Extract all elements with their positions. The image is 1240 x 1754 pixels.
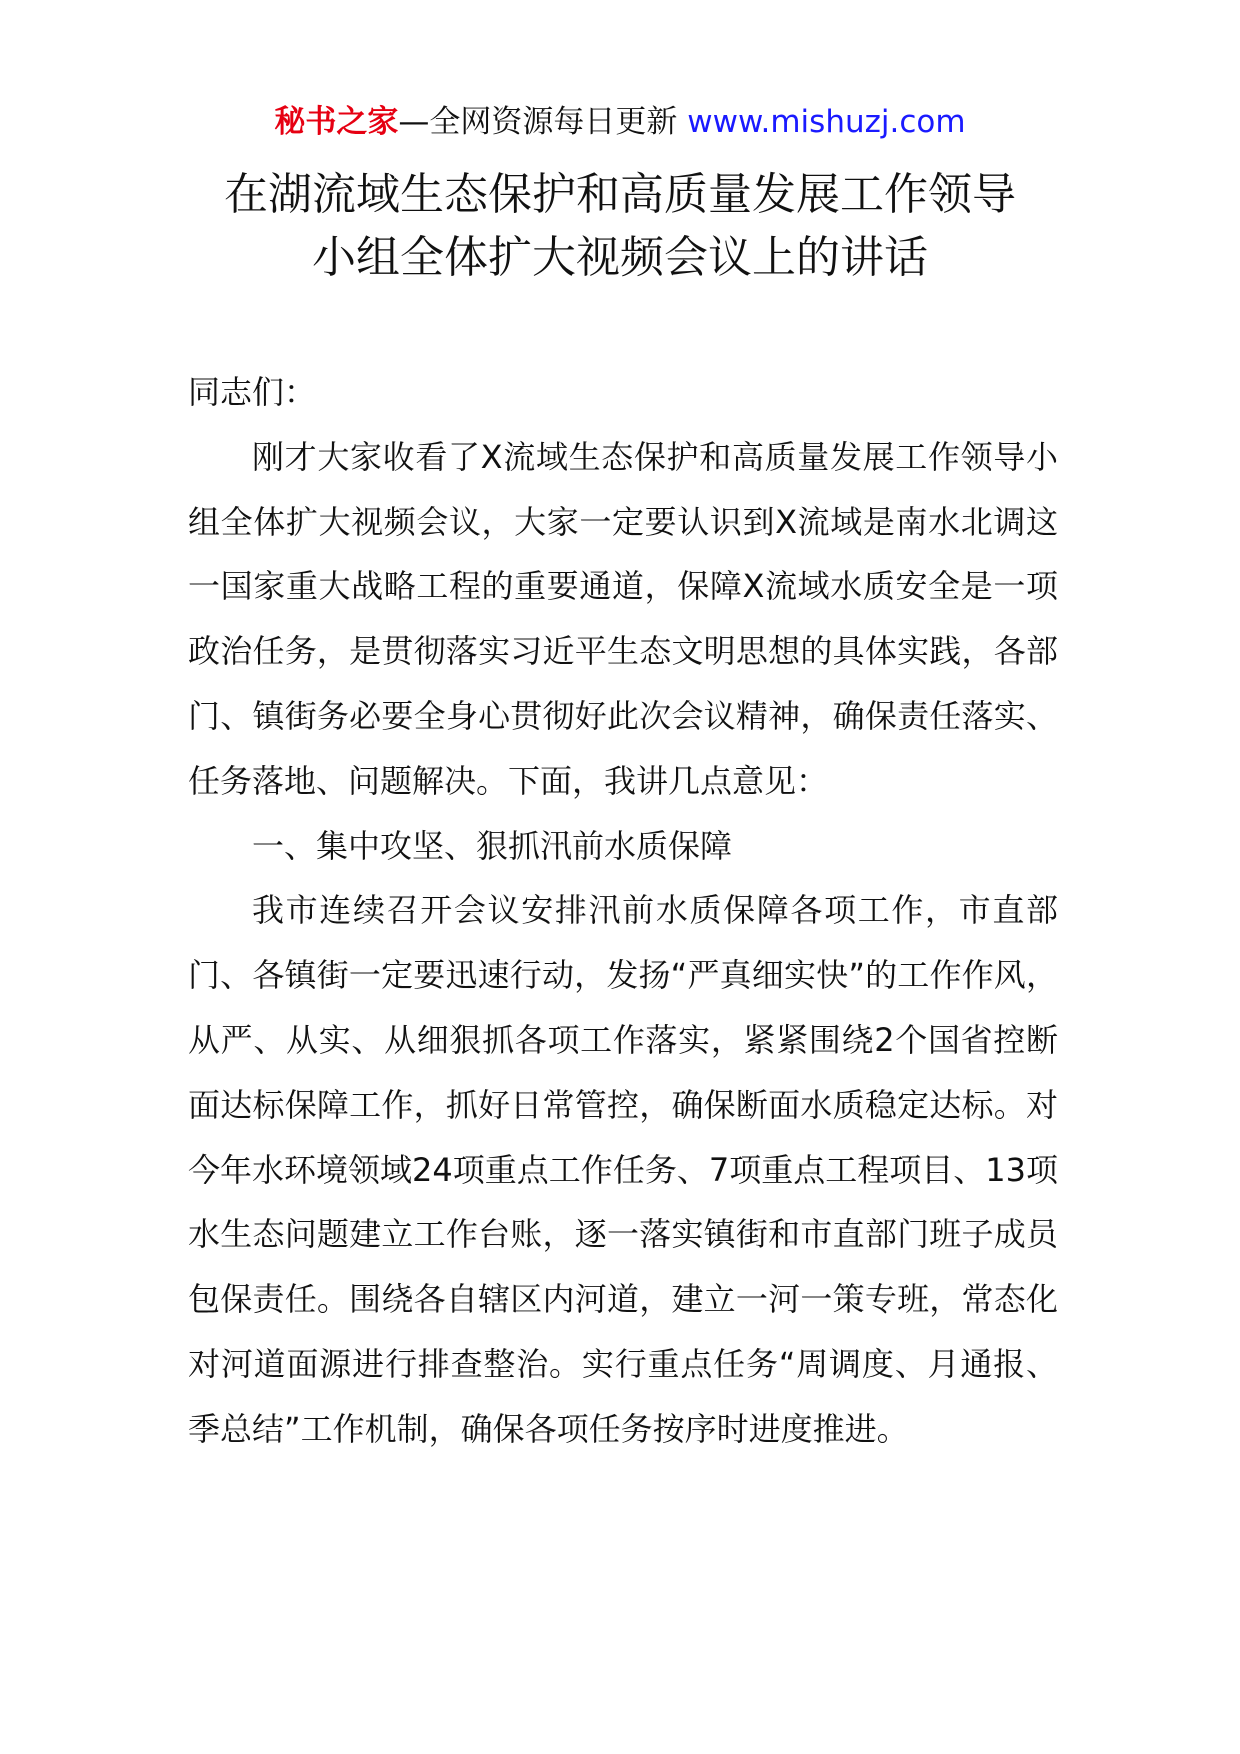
section-heading-1: 一、集中攻坚、狠抓汛前水质保障 xyxy=(252,826,733,865)
salutation: 同志们： xyxy=(188,373,317,411)
paragraph-intro: 刚才大家收看了X流域生态保护和高质量发展工作领导小组全体扩大视频会议，大家一定要认识到X流域是南水北调这一国家重大战略工程的重要通道，保障X流域水质安全是一项政治任务，是贯彻落实习近平生态文明思想的具体实践，各部门、镇街务必要全身心贯彻好此次会议精神，确保责任落实、任务落地、问题解决。下面，我讲几点意见： xyxy=(188,437,1058,800)
document-body xyxy=(188,360,1058,1462)
document-title xyxy=(0,163,1240,289)
title-line-1: 在湖流域生态保护和高质量发展工作领导 xyxy=(224,169,1016,220)
site-brand: 秘书之家 xyxy=(274,104,399,140)
site-header xyxy=(0,100,1240,144)
paragraph-section-1: 我市连续召开会议安排汛前水质保障各项工作，市直部门、各镇街一定要迅速行动，发扬“严真细实快”的工作作风，从严、从实、从细狠抓各项工作落实，紧紧围绕2个国省控断面达标保障工作，抓好日常管控，确保断面水质稳定达标。对今年水环境领域24项重点工作任务、7项重点工程项目、13项水生态问题建立工作台账，逐一落实镇街和市直部门班子成员包保责任。围绕各自辖区内河道，建立一河一策专班，常态化对河道面源进行排查整治。实行重点任务“周调度、月通报、季总结”工作机制，确保各项任务按序时进度推进。 xyxy=(188,891,1058,1448)
site-url-link[interactable]: www.mishuzj.com xyxy=(687,104,966,140)
site-tagline: —全网资源每日更新 xyxy=(398,104,678,140)
title-line-2: 小组全体扩大视频会议上的讲话 xyxy=(312,232,928,283)
